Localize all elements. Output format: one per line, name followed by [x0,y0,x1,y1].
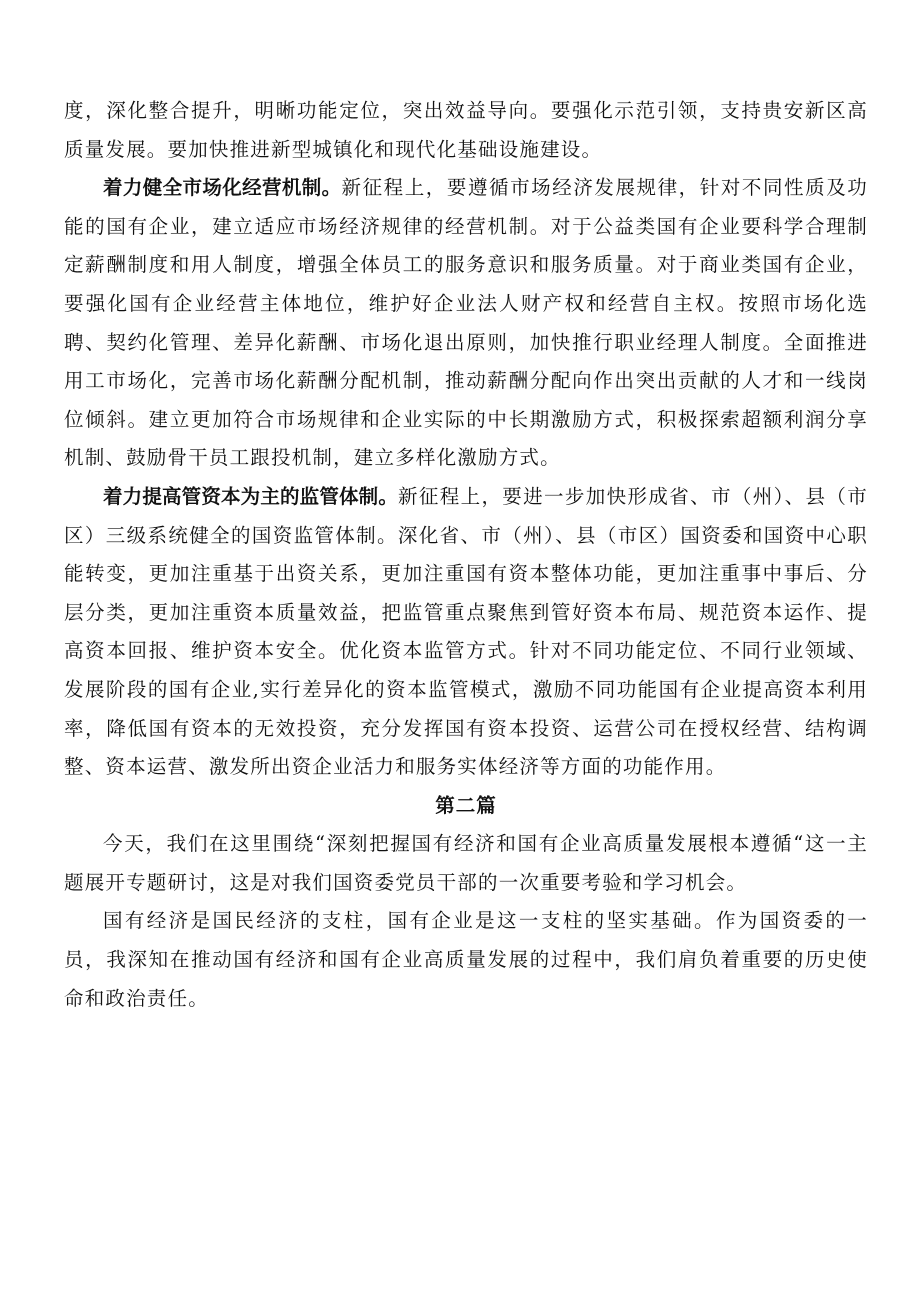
document-page [64,92,868,1018]
paragraph-body-market-mechanism: 新征程上，要遵循市场经济发展规律，针对不同性质及功能的国有企业，建立适应市场经济规律的经营机制。对于公益类国有企业要科学合理制定薪酬制度和用人制度，增强全体员工的服务意识和服务质量。对于商业类国有企业，要强化国有企业经营主体地位，维护好企业法人财产权和经营自主权。按照市场化选聘、契约化管理、差异化薪酬、市场化退出原则，加快推行职业经理人制度。全面推进用工市场化，完善市场化薪酬分配机制，推动薪酬分配向作出突出贡献的人才和一线岗位倾斜。建立更加符合市场规律和企业实际的中长期激励方式，积极探索超额利润分享机制、鼓励骨干员工跟投机制，建立多样化激励方式。 [64,176,868,470]
paragraph-intro: 今天，我们在这里围绕“深刻把握国有经济和国有企业高质量发展根本遵循“这一主题展开专题研讨，这是对我们国资委党员干部的一次重要考验和学习机会。 [64,832,868,894]
section-heading: 第二篇 [435,793,497,817]
paragraph-lead-market-mechanism: 着力健全市场化经营机制。 [103,176,342,200]
paragraph-lead-capital-supervision: 着力提高管资本为主的监管体制。 [103,484,398,508]
paragraph-capital-supervision [64,478,868,787]
paragraph-continuation: 度，深化整合提升，明晰功能定位，突出效益导向。要强化示范引领，支持贵安新区高质量发展。要加快推进新型城镇化和现代化基础设施建设。 [64,99,868,161]
paragraph-market-mechanism [64,169,868,478]
paragraph-body-capital-supervision: 新征程上，要进一步加快形成省、市（州）、县（市区）三级系统健全的国资监管体制。深化省、市（州）、县（市区）国资委和国资中心职能转变，更加注重基于出资关系，更加注重国有资本整体功能，更加注重事中事后、分层分类，更加注重资本质量效益，把监管重点聚焦到管好资本布局、规范资本运作、提高资本回报、维护资本安全。优化资本监管方式。针对不同功能定位、不同行业领域、发展阶段的国有企业,实行差异化的资本监管模式，激励不同功能国有企业提高资本利用率，降低国有资本的无效投资，充分发挥国有资本投资、运营公司在授权经营、结构调整、资本运营、激发所出资企业活力和服务实体经济等方面的功能作用。 [64,484,868,779]
paragraph-state-economy: 国有经济是国民经济的支柱，国有企业是这一支柱的坚实基础。作为国资委的一员，我深知在推动国有经济和国有企业高质量发展的过程中，我们肩负着重要的历史使命和政治责任。 [64,909,868,1010]
